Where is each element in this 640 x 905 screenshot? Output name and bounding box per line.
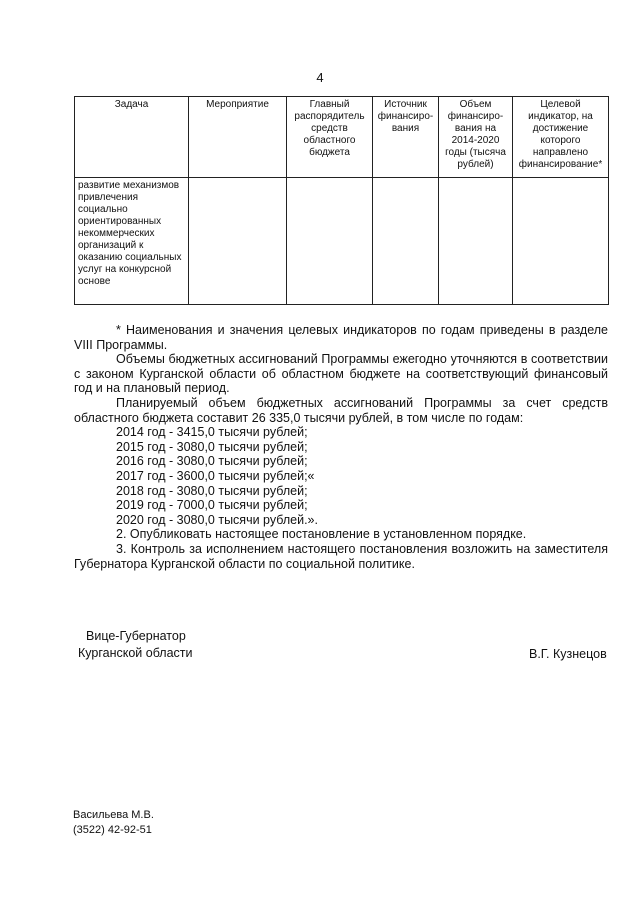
- executor-name: Васильева М.В.: [73, 809, 154, 821]
- table-cell: [439, 178, 513, 305]
- table-cell: [189, 178, 287, 305]
- header-target-indicator: Целевой индикатор, на достижение которого направлено финансирование*: [513, 97, 609, 178]
- year-line: 2016 год - 3080,0 тысячи рублей;: [116, 454, 308, 469]
- budget-note: Объемы бюджетных ассигнований Программы ежегодно уточняются в соответствии с законом Курганской области об областном бюджете на соответствующий финансовый год и на плановый период.: [74, 352, 608, 396]
- executor-phone: (3522) 42-92-51: [73, 824, 152, 836]
- year-line: 2019 год - 7000,0 тысячи рублей;: [116, 498, 308, 513]
- header-task: Задача: [75, 97, 189, 178]
- footnote: * Наименования и значения целевых индикаторов по годам приведены в разделе VIII Программы.: [74, 323, 608, 352]
- table-header-row: [75, 97, 609, 178]
- header-budget-manager: Главный распорядитель средств областного бюджета: [287, 97, 373, 178]
- year-line: 2014 год - 3415,0 тысячи рублей;: [116, 425, 308, 440]
- table-cell: [373, 178, 439, 305]
- item-3: 3. Контроль за исполнением настоящего постановления возложить на заместителя Губернатора Курганской области по социальной политике.: [74, 541, 608, 571]
- header-activity: Мероприятие: [189, 97, 287, 178]
- table-cell: [287, 178, 373, 305]
- body-text: [74, 323, 608, 571]
- year-line: 2015 год - 3080,0 тысячи рублей;: [116, 439, 308, 454]
- year-line: 2020 год - 3080,0 тысячи рублей.».: [116, 512, 318, 527]
- signatory-title: [78, 628, 193, 662]
- program-table: [74, 96, 609, 305]
- footer: [73, 808, 154, 838]
- signatory-region: Курганской области: [78, 646, 193, 660]
- header-funding-source: Источник финансиро-вания: [373, 97, 439, 178]
- item-2: 2. Опубликовать настоящее постановление в установленном порядке.: [116, 527, 527, 542]
- table-cell: [513, 178, 609, 305]
- table-row: [75, 178, 609, 305]
- year-line: 2017 год - 3600,0 тысячи рублей;«: [116, 468, 315, 483]
- signatory-position: Вице-Губернатор: [86, 629, 186, 643]
- header-funding-volume: Объем финансиро-вания на 2014-2020 годы (тысяча рублей): [439, 97, 513, 178]
- year-line: 2018 год - 3080,0 тысячи рублей;: [116, 483, 308, 498]
- planned-volume: Планируемый объем бюджетных ассигнований Программы за счет средств областного бюджета составит 26 335,0 тысячи рублей, в том числе по годам:: [74, 395, 608, 425]
- table-cell: развитие механизмов привлечения социально ориентированных некоммерческих организаций к оказанию социальных услуг на конкурсной основе: [75, 178, 189, 305]
- page-number: 4: [316, 70, 324, 85]
- signatory-name: В.Г. Кузнецов: [529, 647, 607, 661]
